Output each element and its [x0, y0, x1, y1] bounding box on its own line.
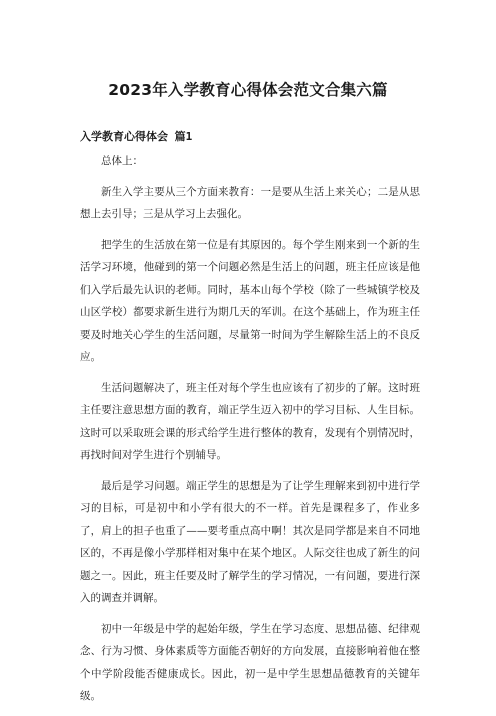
paragraph: 初中一年级是中学的起始年级，学生在学习态度、思想品德、纪律观念、行为习惯、身体素质等方面能否朝好的方向发展，直接影响着他在整个中学阶段能否健康成长。因此，初一是中学生思想品德教育的关键年级。: [80, 622, 420, 702]
paragraph: 把学生的生活放在第一位是有其原因的。每个学生刚来到一个新的生活学习环境，他碰到的第一个问题必然是生活上的问题，班主任应该是他们入学后最先认识的老师。同时，基本山每个学校（除了一些城镇学校及山区学校）都要求新生进行为期几天的军训。在这个基础上，作为班主任要及时地关心学生的生活问题，尽量第一时间为学生解除生活上的不良反应。: [80, 238, 420, 363]
paragraph: 生活问题解决了，班主任对每个学生也应该有了初步的了解。这时班主任要注意思想方面的教育，端正学生迈入初中的学习目标、人生目标。这时可以采取班会课的形式给学生进行整体的教育，发现有个别情况时，再找时间对学生进行个别辅导。: [80, 381, 420, 461]
document-body: [80, 150, 420, 716]
document-title: 2023年入学教育心得体会范文合集六篇: [108, 81, 388, 99]
paragraph: 新生入学主要从三个方面来教育：一是要从生活上来关心；二是从思想上去引导；三是从学习上去强化。: [80, 185, 420, 220]
paragraph: 最后是学习问题。端正学生的思想是为了让学生理解来到初中进行学习的目标，可是初中和小学有很大的不一样。首先是课程多了，作业多了，肩上的担子也重了——要考重点高中啊！其次是同学都是来自不同地区的，不再是像小学那样相对集中在某个地区。人际交往也成了新生的问题之一。因此，班主任要及时了解学生的学习情况，一有问题，要进行深入的调查并调解。: [80, 479, 420, 604]
paragraph: 总体上：: [101, 155, 143, 167]
section-heading: 入学教育心得体会 篇1: [80, 130, 193, 143]
